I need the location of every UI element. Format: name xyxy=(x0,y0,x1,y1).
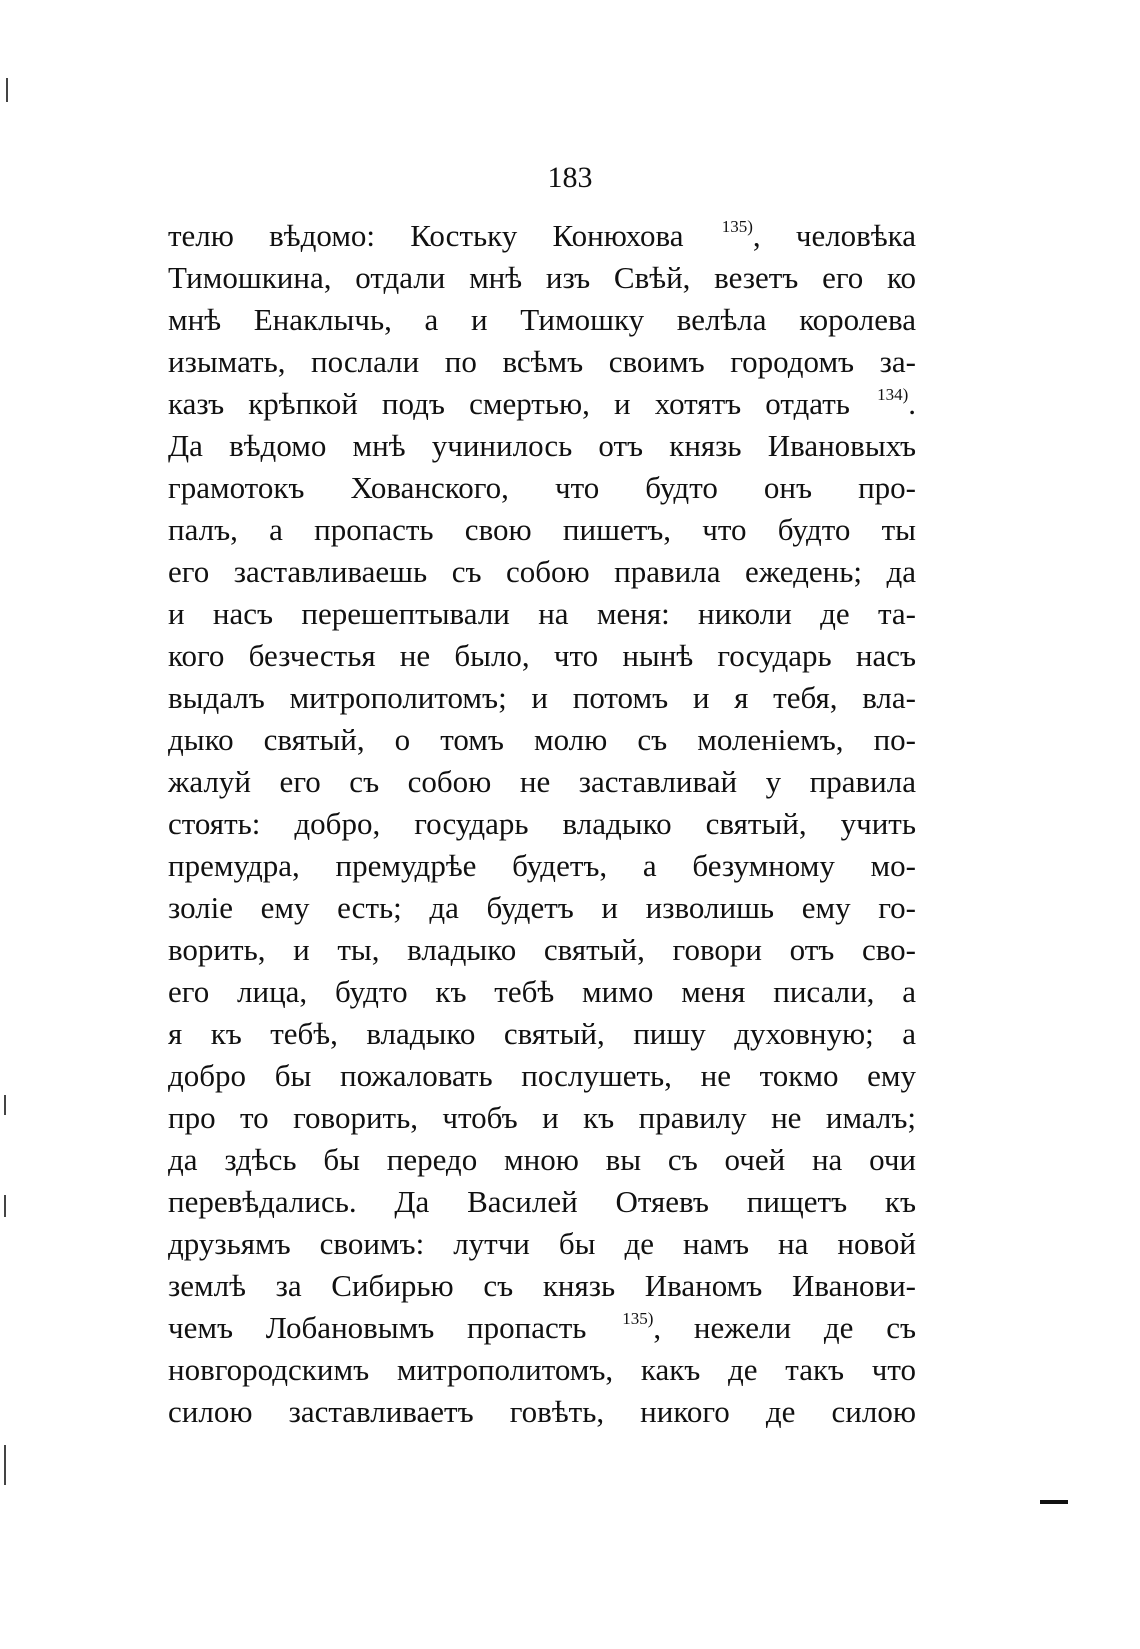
line-text: казъ крѣпкой подъ смертью, и хотятъ отдать xyxy=(168,386,875,421)
line-text: премудра, премудрѣе будетъ, а безумному мо- xyxy=(168,848,916,883)
text-line xyxy=(168,593,916,635)
text-line xyxy=(168,719,916,761)
line-text: палъ, а пропасть свою пишетъ, что будто ты xyxy=(168,512,916,547)
text-line xyxy=(168,383,916,425)
line-text: , нежели де съ xyxy=(653,1310,916,1345)
line-text: . xyxy=(908,386,916,421)
line-text: и насъ перешептывали на меня: николи де та- xyxy=(168,596,916,631)
text-line xyxy=(168,845,916,887)
line-text: грамотокъ Хованского, что будто онъ про- xyxy=(168,470,916,505)
scan-mark xyxy=(4,1095,6,1115)
text-line xyxy=(168,1181,916,1223)
text-line xyxy=(168,215,916,257)
text-line xyxy=(168,509,916,551)
text-line xyxy=(168,1391,916,1433)
text-line xyxy=(168,1097,916,1139)
line-text: выдалъ митрополитомъ; и потомъ и я тебя, вла- xyxy=(168,680,916,715)
scan-mark xyxy=(6,78,8,102)
text-line xyxy=(168,1223,916,1265)
line-text: про то говорить, чтобъ и къ правилу не ималъ; xyxy=(168,1100,916,1135)
line-text: добро бы пожаловать послушеть, не токмо ему xyxy=(168,1058,916,1093)
line-text: силою заставливаетъ говѣть, никого де силою xyxy=(168,1394,916,1429)
line-text: стоять: добро, государь владыко святый, учить xyxy=(168,806,916,841)
line-text: друзьямъ своимъ: лутчи бы де намъ на новой xyxy=(168,1226,916,1261)
text-line xyxy=(168,1013,916,1055)
line-text: золіе ему есть; да будетъ и изволишь ему го- xyxy=(168,890,916,925)
text-line xyxy=(168,1349,916,1391)
text-line xyxy=(168,803,916,845)
line-text: мнѣ Енаклычь, а и Тимошку велѣла королева xyxy=(168,302,916,337)
text-line xyxy=(168,1139,916,1181)
line-text: землѣ за Сибирью съ князь Иваномъ Иванови- xyxy=(168,1268,916,1303)
text-line xyxy=(168,635,916,677)
line-text: жалуй его съ собою не заставливай у правила xyxy=(168,764,916,799)
text-line xyxy=(168,1055,916,1097)
body-text xyxy=(168,215,916,1433)
text-line xyxy=(168,551,916,593)
text-line xyxy=(168,1307,916,1349)
text-line xyxy=(168,677,916,719)
text-line xyxy=(168,425,916,467)
scan-mark xyxy=(4,1445,6,1485)
line-text: перевѣдались. Да Василей Отяевъ пищетъ къ xyxy=(168,1184,916,1219)
footnote-marker: 134) xyxy=(877,385,909,404)
line-text: кого безчестья не было, что нынѣ государь насъ xyxy=(168,638,916,673)
text-line xyxy=(168,257,916,299)
footnote-marker: 135) xyxy=(622,1309,654,1328)
line-text: да здѣсь бы передо мною вы съ очей на очи xyxy=(168,1142,916,1177)
text-line xyxy=(168,929,916,971)
line-text: ворить, и ты, владыко святый, говори отъ сво- xyxy=(168,932,916,967)
line-text: , человѣка xyxy=(752,218,916,253)
text-line xyxy=(168,467,916,509)
line-text: чемъ Лобановымъ пропасть xyxy=(168,1310,620,1345)
page-number: 183 xyxy=(547,161,593,194)
line-text: телю вѣдомо: Костьку Конюхова xyxy=(168,218,719,253)
footnote-marker: 135) xyxy=(721,217,753,236)
text-line xyxy=(168,1265,916,1307)
line-text: дыко святый, о томъ молю съ моленіемъ, по- xyxy=(168,722,916,757)
line-text: изымать, послали по всѣмъ своимъ городомъ за- xyxy=(168,344,916,379)
text-line xyxy=(168,761,916,803)
line-text: Да вѣдомо мнѣ учинилось отъ князь Ивановыхъ xyxy=(168,428,916,463)
line-text: его заставливаешь съ собою правила ежедень; да xyxy=(168,554,916,589)
line-text: я къ тебѣ, владыко святый, пишу духовную; а xyxy=(168,1016,916,1051)
line-text: его лица, будто къ тебѣ мимо меня писали, а xyxy=(168,974,916,1009)
scan-mark xyxy=(4,1195,6,1217)
text-line xyxy=(168,887,916,929)
line-text: Тимошкина, отдали мнѣ изъ Свѣй, везетъ его ко xyxy=(168,260,916,295)
text-line xyxy=(168,341,916,383)
line-text: новгородскимъ митрополитомъ, какъ де такъ что xyxy=(168,1352,916,1387)
text-line xyxy=(168,299,916,341)
scan-mark xyxy=(1040,1500,1068,1504)
text-line xyxy=(168,971,916,1013)
